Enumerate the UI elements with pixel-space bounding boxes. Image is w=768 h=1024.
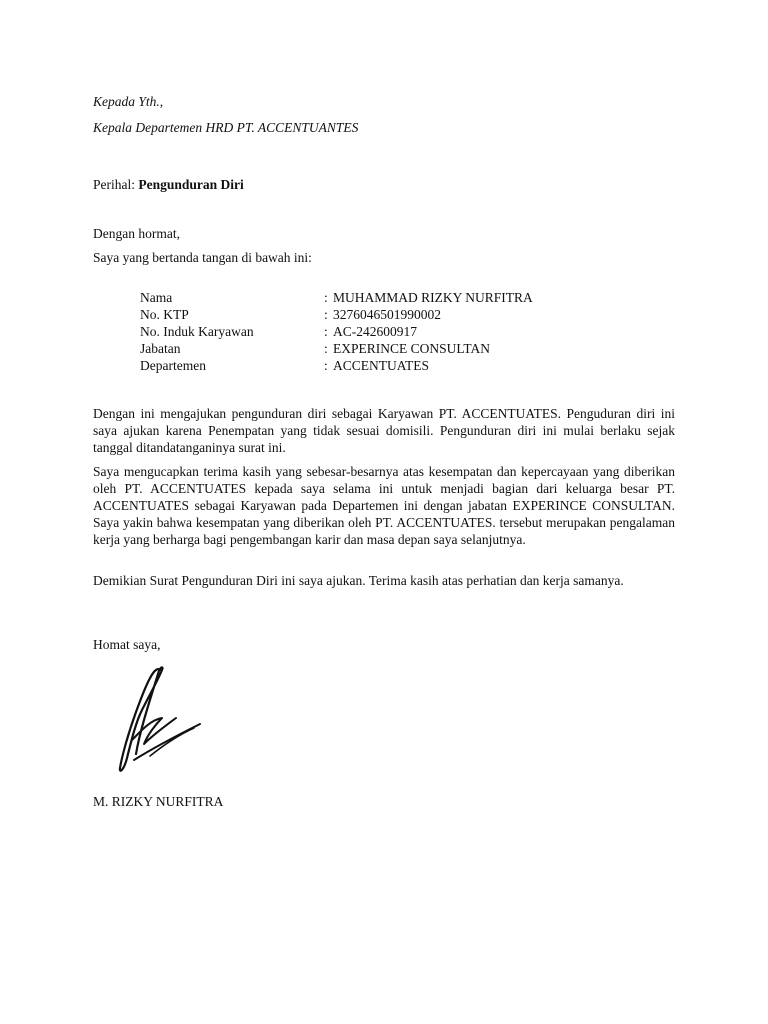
detail-label: Departemen bbox=[140, 358, 206, 373]
detail-value: AC-242600917 bbox=[333, 324, 417, 339]
subject-label: Perihal: bbox=[93, 177, 135, 192]
signer-name: M. RIZKY NURFITRA bbox=[93, 794, 224, 809]
body-paragraph-1: Dengan ini mengajukan pengunduran diri sebagai Karyawan PT. ACCENTUATES. Penguduran diri ini saya ajukan karena Penempatan yang tidak sesuai domisili. Pengunduran diri ini mulai berlaku sejak tanggal ditandatanganinya surat ini. bbox=[93, 406, 675, 455]
detail-value: MUHAMMAD RIZKY NURFITRA bbox=[333, 290, 533, 305]
detail-value: 3276046501990002 bbox=[333, 307, 441, 322]
body-paragraph-2: Saya mengucapkan terima kasih yang sebesar-besarnya atas kesempatan dan kepercayaan yang diberikan oleh PT. ACCENTUATES kepada saya selama ini untuk menjadi bagian dari keluarga besar PT. ACCENTUATES sebagai Karyawan pada Departemen ini dengan jabatan EXPERINCE CONSULTAN. Saya yakin bahwa kesempatan yang diberikan oleh PT. ACCENTUATES. tersebut merupakan pengalaman kerja yang berharga bagi pengembangan karir dan masa depan saya selanjutnya. bbox=[93, 464, 675, 547]
detail-label: Nama bbox=[140, 290, 173, 305]
closing: Homat saya, bbox=[93, 637, 161, 652]
recipient-line-1: Kepada Yth., bbox=[93, 94, 164, 109]
intro-line: Saya yang bertanda tangan di bawah ini: bbox=[93, 250, 312, 265]
detail-separator: : bbox=[324, 324, 328, 339]
detail-label: Jabatan bbox=[140, 341, 181, 356]
detail-value: EXPERINCE CONSULTAN bbox=[333, 341, 491, 356]
detail-label: No. KTP bbox=[140, 307, 189, 322]
handwritten-signature-icon bbox=[110, 660, 210, 776]
recipient-line-2: Kepala Departemen HRD PT. ACCENTUANTES bbox=[93, 120, 359, 135]
body-paragraph-3: Demikian Surat Pengunduran Diri ini saya ajukan. Terima kasih atas perhatian dan kerja samanya. bbox=[93, 573, 624, 588]
salutation: Dengan hormat, bbox=[93, 226, 180, 241]
subject-line bbox=[93, 177, 244, 193]
detail-label: No. Induk Karyawan bbox=[140, 324, 254, 339]
detail-value: ACCENTUATES bbox=[333, 358, 430, 373]
detail-separator: : bbox=[324, 358, 328, 373]
detail-separator: : bbox=[324, 290, 328, 305]
detail-separator: : bbox=[324, 341, 328, 356]
subject-value: Pengunduran Diri bbox=[138, 177, 244, 192]
detail-separator: : bbox=[324, 307, 328, 322]
